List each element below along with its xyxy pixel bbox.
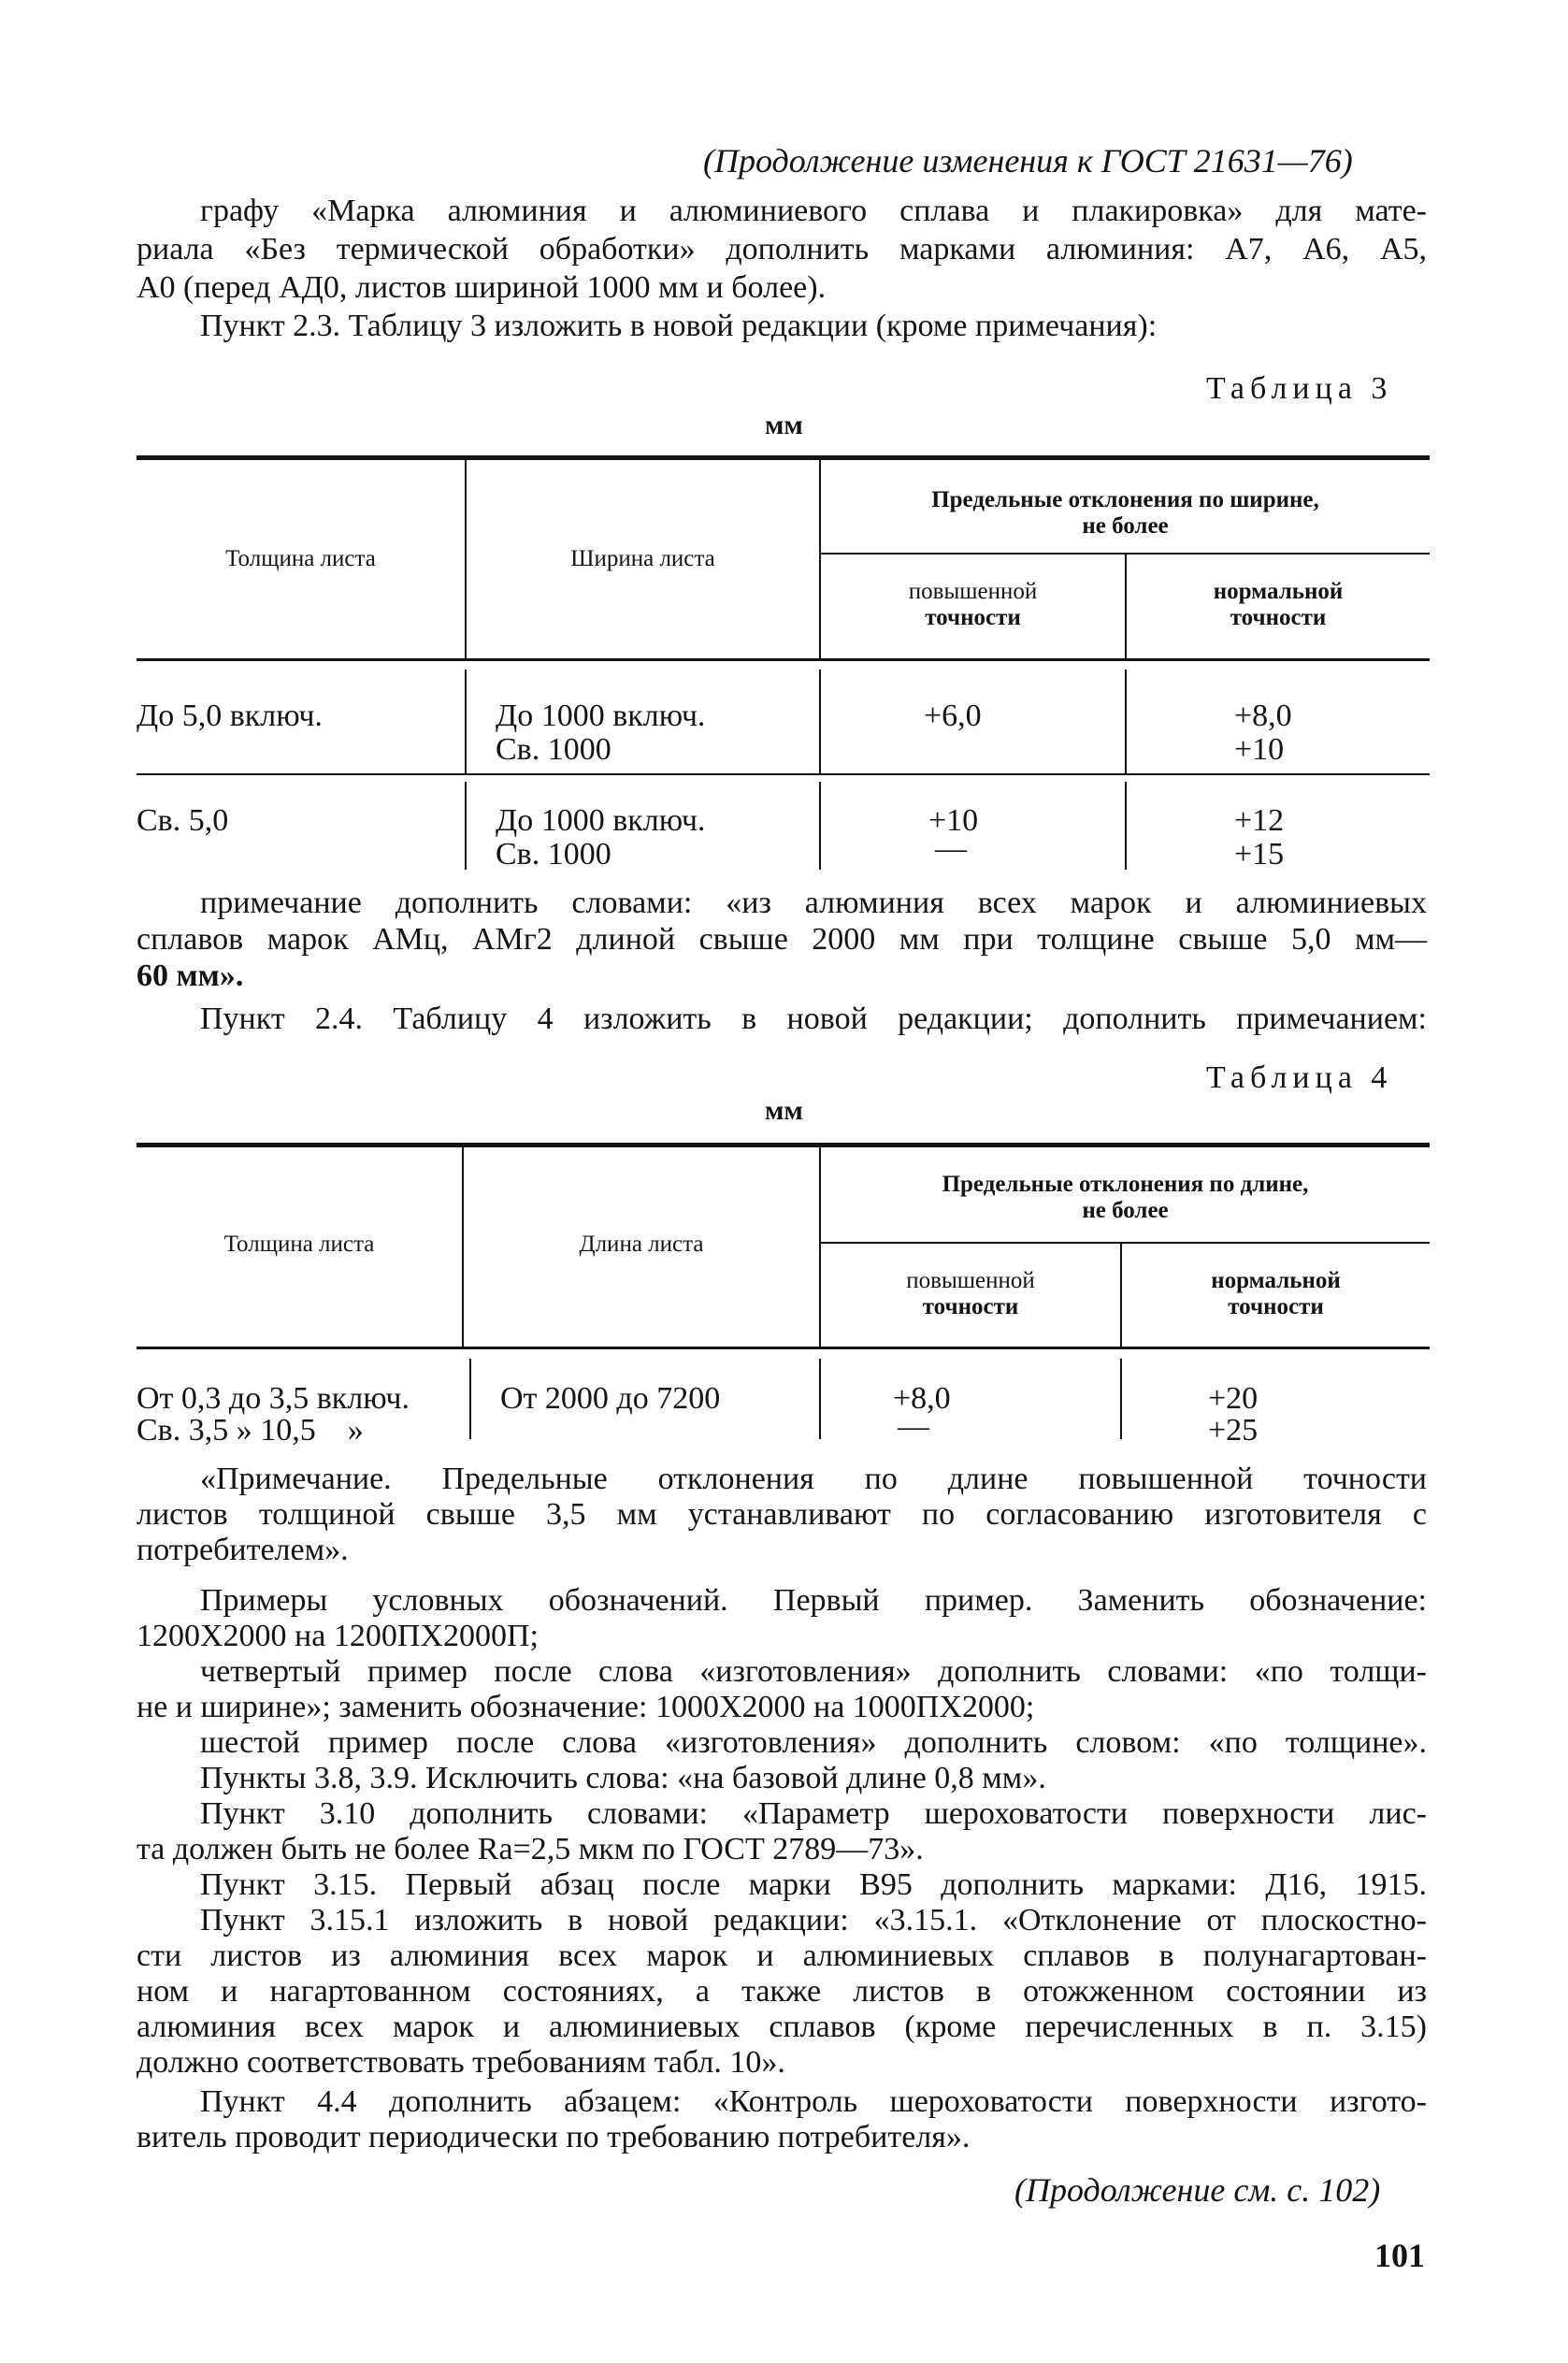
note3-line-1: примечание дополнить словами: «из алюминия всех марок и алюминиевых — [200, 886, 1427, 920]
note3-line-3: 60 мм». — [137, 958, 244, 993]
point-2-4: Пункт 2.4. Таблицу 4 изложить в новой редакции; дополнить примечанием: — [200, 1001, 1427, 1036]
table4-sub-high-1: повышенной — [906, 1268, 1035, 1293]
table3-group-header-1: Предельные отклонения по ширине, — [931, 487, 1319, 512]
page-footer: (Продолжение см. с. 102) — [1014, 2171, 1381, 2209]
table3-row1-vline-2 — [819, 670, 821, 774]
body-line-2: 1200Х2000 на 1200ПХ2000П; — [137, 1619, 539, 1653]
body-line-14: должно соответствовать требованиям табл. 10». — [137, 2045, 785, 2080]
table3-row2-thickness: Св. 5,0 — [137, 803, 229, 838]
table4-row-vline-1 — [469, 1359, 471, 1439]
table4-row-thickness-1: От 0,3 до 3,5 включ. — [137, 1381, 410, 1416]
table3-row2-width-2: Св. 1000 — [496, 837, 611, 872]
table3-row2-high-2: — — [935, 831, 967, 866]
table4-row-high-2: — — [898, 1409, 929, 1444]
table3-row1-normal-1: +8,0 — [1234, 699, 1292, 733]
table3-row2-high-1: +10 — [928, 803, 979, 838]
table3-row2-width-1: До 1000 включ. — [496, 803, 706, 838]
note3-line-2: сплавов марок АМц, АМг2 длиной свыше 2000 мм при толщине свыше 5,0 мм— — [137, 922, 1427, 957]
table3-row1-width-2: Св. 1000 — [496, 732, 611, 767]
intro-line-1: графу «Марка алюминия и алюминиевого сплава и плакировка» для мате- — [200, 194, 1427, 228]
page-header: (Продолжение изменения к ГОСТ 21631—76) — [703, 142, 1353, 180]
table4-top-rule — [137, 1143, 1430, 1147]
table3-row2-normal-2: +15 — [1234, 837, 1285, 872]
table4-row-length: От 2000 до 7200 — [500, 1381, 721, 1416]
body-line-6: Пункты 3.8, 3.9. Исключить слова: «на базовой длине 0,8 мм». — [200, 1761, 1046, 1795]
table3-row1-vline-1 — [465, 670, 467, 774]
table3-row1-vline-3 — [1125, 670, 1127, 774]
table3-row1-high-1: +6,0 — [924, 699, 982, 733]
body-line-9: Пункт 3.15. Первый абзац после марки В95 дополнить марками: Д16, 1915. — [200, 1867, 1427, 1902]
table3-row1-thickness: До 5,0 включ. — [137, 699, 323, 733]
table4-group-header-2: не более — [1082, 1198, 1169, 1223]
table3-col-width: Ширина листа — [570, 546, 715, 571]
table3-row1-width-1: До 1000 включ. — [496, 699, 706, 733]
table4-header-rule — [137, 1347, 1430, 1349]
body-line-13: алюминия всех марок и алюминиевых сплавов (кроме перечисленных в п. 3.15) — [137, 2010, 1427, 2044]
body-line-10: Пункт 3.15.1 изложить в новой редакции: «3.15.1. «Отклонение от плоскостно- — [200, 1903, 1427, 1938]
table3-header-rule — [137, 658, 1430, 661]
table3-col-thickness: Толщина листа — [225, 546, 376, 571]
table4-caption: Таблица 4 — [1206, 1060, 1393, 1095]
body-line-11: сти листов из алюминия всех марок и алюминиевых сплавов в полунагартован- — [137, 1938, 1427, 1973]
table3-row1-normal-2: +10 — [1234, 732, 1285, 767]
table3-row2-vline-1 — [465, 782, 467, 870]
table4-row-vline-2 — [819, 1359, 821, 1439]
table4-col-thickness: Толщина листа — [223, 1232, 375, 1257]
table4-sub-normal-2: точности — [1228, 1294, 1324, 1319]
table4-group-header-1: Предельные отклонения по длине, — [942, 1172, 1309, 1197]
table3-sub-normal-1: нормальной — [1213, 579, 1344, 604]
table4-sub-normal-1: нормальной — [1211, 1268, 1341, 1293]
table3-row2-vline-3 — [1125, 782, 1127, 870]
table4-col-length: Длина листа — [579, 1232, 704, 1257]
body-line-1: Примеры условных обозначений. Первый пример. Заменить обозначение: — [200, 1583, 1427, 1618]
table4-row-thickness-2: Св. 3,5 » 10,5 » — [137, 1413, 364, 1448]
note4-line-3: потребителем». — [137, 1533, 349, 1567]
intro-line-4: Пункт 2.3. Таблицу 3 изложить в новой редакции (кроме примечания): — [200, 309, 1158, 343]
table3-sub-high-2: точности — [925, 605, 1021, 630]
body-line-3: четвертый пример после слова «изготовления» дополнить словами: «по толщи- — [200, 1654, 1427, 1689]
body-line-4: не и ширине»; заменить обозначение: 1000Х2000 на 1000ПХ2000; — [137, 1690, 1035, 1724]
table4-row-normal-1: +20 — [1208, 1381, 1259, 1416]
table4-row-normal-2: +25 — [1208, 1413, 1259, 1448]
note4-line-1: «Примечание. Предельные отклонения по длине повышенной точности — [200, 1462, 1427, 1496]
intro-line-2: риала «Без термической обработки» дополнить марками алюминия: А7, А6, А5, — [137, 232, 1427, 267]
note4-line-2: листов толщиной свыше 3,5 мм устанавливают по согласованию изготовителя с — [137, 1497, 1427, 1532]
table4-unit: мм — [765, 1095, 803, 1126]
table3-caption: Таблица 3 — [1206, 371, 1393, 406]
table3-row2-normal-1: +12 — [1234, 803, 1285, 838]
body-line-5: шестой пример после слова «изготовления» дополнить словом: «по толщине». — [200, 1725, 1427, 1760]
table3-unit: мм — [765, 410, 803, 440]
body-line-7: Пункт 3.10 дополнить словами: «Параметр шероховатости поверхности лис- — [200, 1796, 1427, 1831]
body-line-12: ном и нагартованном состояниях, а также листов в отожженном состоянии из — [137, 1974, 1427, 2009]
table4-group-rule — [821, 1242, 1430, 1244]
table3-row-separator — [137, 773, 1430, 775]
table4-row-vline-3 — [1120, 1359, 1122, 1439]
table4-row-high-1: +8,0 — [893, 1381, 951, 1416]
body-line-16: витель проводит периодически по требованию потребителя». — [137, 2120, 971, 2154]
body-line-15: Пункт 4.4 дополнить абзацем: «Контроль шероховатости поверхности изгото- — [200, 2084, 1427, 2119]
table3-sub-normal-2: точности — [1230, 605, 1327, 630]
table3-group-header-2: не более — [1082, 513, 1169, 539]
page-number: 101 — [1374, 2237, 1425, 2274]
table3-row2-vline-2 — [819, 782, 821, 870]
body-line-8: та должен быть не более Ra=2,5 мкм по ГОСТ 2789—73». — [137, 1832, 924, 1866]
table3-top-rule — [137, 455, 1430, 460]
table4-sub-high-2: точности — [922, 1294, 1019, 1319]
table3-sub-high-1: повышенной — [908, 579, 1038, 604]
intro-line-3: А0 (перед АД0, листов шириной 1000 мм и более). — [137, 270, 827, 305]
